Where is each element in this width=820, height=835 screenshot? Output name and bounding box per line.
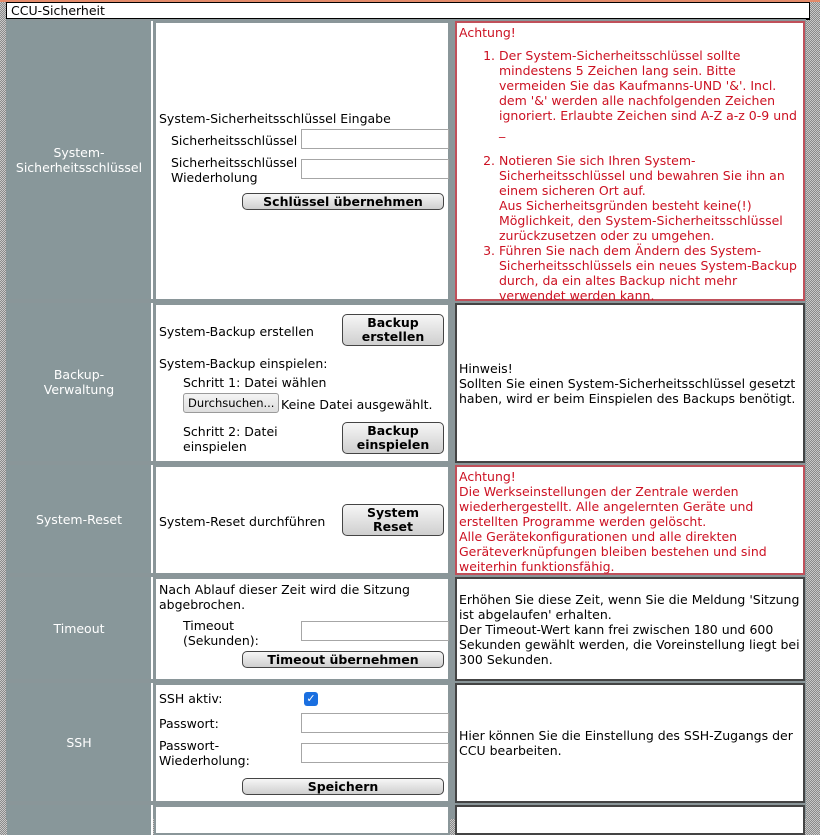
timeout-description: Nach Ablauf dieser Zeit wird die Sitzung abgebrochen. [159,582,410,612]
warning-item-1: 1. Der System-Sicherheitsschlüssel sollte mindestens 5 Zeichen lang sein. Bitte vermeiden Sie das Kaufmanns-UND '&'. Incl. dem '&' werden alle nachfolgenden Zeichen ignoriert. Erlaubte Zeichen sind A-Z a-z 0-9 und _ [499,48,801,138]
section-label-text: SSH [66,734,92,750]
security-key-form [154,21,450,301]
warning-item-2-text: Notieren Sie sich Ihren System-Sicherheitsschlüssel und bewahren Sie ihn an einem sicheren Ort auf. [499,153,785,198]
warning-list [459,48,801,303]
section-label-backup [7,303,153,461]
warning-item-3: 3. Führen Sie nach dem Ändern des System-Sicherheitsschlüssels ein neues System-Backup durch, da ein altes Backup nicht mehr verwendet werden kann. [499,243,801,303]
warning-title: Achtung! [459,469,516,484]
btn-line: erstellen [361,329,425,344]
warning-item-2-extra: Aus Sicherheitsgründen besteht keine(!) Möglichkeit, den System-Sicherheitsschlüssel zurückzusetzen oder zu umgehen. [499,198,783,243]
key-field-label: Sicherheitsschlüssel [171,133,298,148]
no-file-selected: Keine Datei ausgewählt. [281,397,433,412]
hint-title: Hinweis! [459,360,513,376]
create-backup-label: System-Backup erstellen [159,324,314,339]
password-label: Passwort: [159,716,219,731]
ssh-active-checkbox[interactable]: ✓ [304,692,318,706]
section-label-timeout [7,577,153,679]
save-ssh-button[interactable]: Speichern [242,778,444,795]
step2-label-1: Schritt 2: Datei [183,424,278,439]
section-label-text-2: Verwaltung [43,382,115,397]
password-repeat-label-1: Passwort- [159,738,220,753]
reset-label: System-Reset durchführen [159,514,326,529]
restore-backup-heading: System-Backup einspielen: [159,356,328,371]
apply-key-button[interactable]: Schlüssel übernehmen [242,193,444,210]
section-reset [6,463,806,575]
section-label-text: System-Sicherheitsschlüssel [15,145,143,175]
backup-form [154,303,450,463]
window-title: CCU-Sicherheit [6,2,810,20]
btn-line: Backup [367,315,419,330]
timeout-form [154,577,450,681]
section-label-next [7,805,153,835]
timeout-label-2: (Sekunden): [183,633,259,648]
btn-line: einspielen [356,437,430,452]
section-backup [6,301,806,463]
next-form [154,805,450,835]
key-heading: System-Sicherheitsschlüssel Eingabe [159,111,391,126]
section-label-text-1: Backup- [53,367,105,382]
warning-text-2: Alle Gerätekonfigurationen und alle direkten Geräteverknüpfungen bleiben bestehen und sind weiterhin funktionsfähig. [459,529,767,574]
section-label-ssh [7,683,153,801]
hint-text: Hier können Sie die Einstellung des SSH-Zugangs der CCU bearbeiten. [459,728,793,758]
browse-file-button[interactable]: Durchsuchen... [183,393,279,413]
section-label-reset [7,465,153,573]
system-reset-button[interactable] [342,504,444,536]
hint-text-2: Der Timeout-Wert kann frei zwischen 180 und 600 Sekunden gewählt werden, die Voreinstellung liegt bei 300 Sekunden. [459,621,800,667]
backup-hint [455,303,805,463]
timeout-label-1: Timeout [183,618,235,633]
step2-label-2: einspielen [183,439,247,454]
step1-label: Schritt 1: Datei wählen [183,375,327,390]
btn-line: Reset [373,519,413,534]
section-label-text: System-Reset [35,511,123,527]
reset-form [154,465,450,575]
timeout-hint [455,577,805,681]
section-ssh [6,681,806,803]
security-key-input[interactable] [301,129,449,149]
create-backup-button[interactable] [342,314,444,346]
hint-text-1: Erhöhen Sie diese Zeit, wenn Sie die Meldung 'Sitzung ist abgelaufen' erhalten. [459,591,800,622]
section-label-security-key [7,21,153,299]
ssh-password-input[interactable] [301,713,449,733]
btn-line: Backup [367,423,419,438]
section-security-key [6,19,806,301]
warning-title: Achtung! [459,25,516,40]
password-repeat-label-2: Wiederholung: [159,753,250,768]
btn-line: System [366,505,420,520]
reset-warning [455,465,805,575]
key-repeat-label-1: Sicherheitsschlüssel [171,155,298,170]
security-key-warning [455,21,805,301]
apply-timeout-button[interactable]: Timeout übernehmen [242,651,444,668]
hint-text: Sollten Sie einen System-Sicherheitsschlüssel gesetzt haben, wird er beim Einspielen des Backups benötigt. [459,375,796,406]
warning-text-1: Die Werkseinstellungen der Zentrale werden wiederhergestellt. Alle angelernten Geräte und erstellten Programme werden gelöscht. [459,484,754,529]
restore-backup-button[interactable] [342,422,444,454]
warning-item-2 [499,153,801,243]
security-key-repeat-input[interactable] [301,159,449,179]
ssh-form [154,683,450,803]
ssh-active-label: SSH aktiv: [159,691,223,706]
section-label-text: Timeout [53,620,105,636]
ssh-password-repeat-input[interactable] [301,743,449,763]
next-info [455,805,805,835]
timeout-input[interactable] [301,621,449,641]
section-timeout [6,575,806,681]
security-dialog [6,19,806,819]
key-repeat-label-2: Wiederholung [171,170,258,185]
ssh-hint [455,683,805,803]
